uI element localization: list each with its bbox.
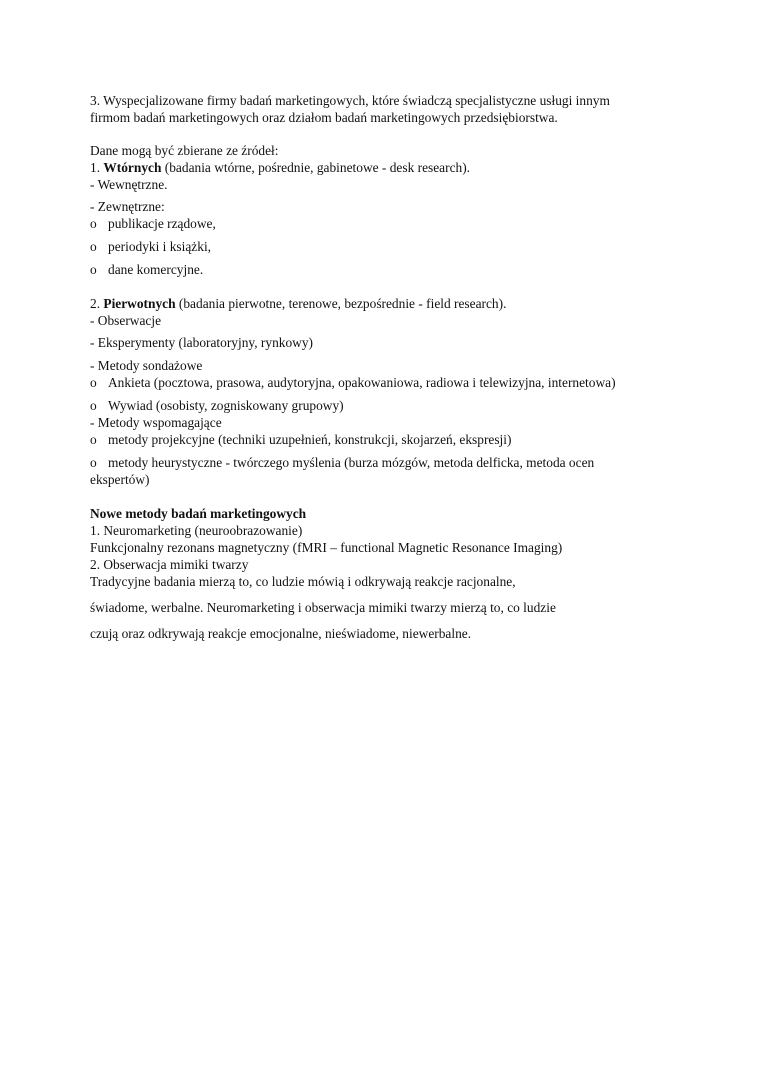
experiments-method: - Eksperymenty (laboratoryjny, rynkowy) [90, 335, 313, 350]
paragraph-line-3: czują oraz odkrywają reakcje emocjonalne, nieświadome, niewerbalne. [90, 626, 472, 641]
secondary-sources-line [90, 159, 470, 176]
internal-sources: - Wewnętrzne. [90, 177, 168, 192]
secondary-number: 1. [90, 160, 104, 175]
primary-term: Pierwotnych [103, 296, 176, 311]
list-item: o periodyki i książki, [90, 239, 212, 254]
intro-line-1: 3. Wyspecjalizowane firmy badań marketingowych, które świadczą specjalistyczne usługi innym [90, 93, 610, 108]
list-item: o metody heurystyczne - twórczego myślenia (burza mózgów, metoda delficka, metoda ocen [90, 455, 595, 470]
section-heading: Nowe metody badań marketingowych [90, 506, 307, 521]
bullet-icon: o [90, 262, 97, 277]
list-item: o Ankieta (pocztowa, prasowa, audytoryjna, opakowaniowa, radiowa i telewizyjna, internetowa) [90, 375, 616, 390]
bullet-icon: o [90, 239, 97, 254]
support-methods: - Metody wspomagające [90, 415, 222, 430]
new-method-2: 2. Obserwacja mimiki twarzy [90, 557, 249, 572]
new-method-1-desc: Funkcjonalny rezonans magnetyczny (fMRI – functional Magnetic Resonance Imaging) [90, 540, 563, 555]
paragraph-line-2: świadome, werbalne. Neuromarketing i obserwacja mimiki twarzy mierzą to, co ludzie [90, 600, 556, 615]
list-item-continuation: ekspertów) [90, 472, 150, 487]
list-item: o dane komercyjne. [90, 262, 204, 277]
bullet-icon: o [90, 375, 97, 390]
list-item: o publikacje rządowe, [90, 216, 216, 231]
secondary-term: Wtórnych [103, 160, 162, 175]
list-item: o Wywiad (osobisty, zogniskowany grupowy) [90, 398, 344, 413]
bullet-icon: o [90, 432, 97, 447]
primary-desc: (badania pierwotne, terenowe, bezpośrednie - field research). [175, 296, 507, 311]
primary-sources-line [90, 295, 506, 312]
observation-method: - Obserwacje [90, 313, 162, 328]
secondary-desc: (badania wtórne, pośrednie, gabinetowe - desk research). [161, 160, 471, 175]
sources-heading: Dane mogą być zbierane ze źródeł: [90, 143, 279, 158]
bullet-icon: o [90, 398, 97, 413]
bullet-icon: o [90, 455, 97, 470]
list-item: o metody projekcyjne (techniki uzupełnień, konstrukcji, skojarzeń, ekspresji) [90, 432, 512, 447]
survey-methods: - Metody sondażowe [90, 358, 203, 373]
primary-number: 2. [90, 296, 104, 311]
new-method-1: 1. Neuromarketing (neuroobrazowanie) [90, 523, 303, 538]
bullet-icon: o [90, 216, 97, 231]
intro-line-2: firmom badań marketingowych oraz działom badań marketingowych przedsiębiorstwa. [90, 110, 558, 125]
external-sources: - Zewnętrzne: [90, 199, 165, 214]
paragraph-line-1: Tradycyjne badania mierzą to, co ludzie mówią i odkrywają reakcje racjonalne, [90, 574, 516, 589]
